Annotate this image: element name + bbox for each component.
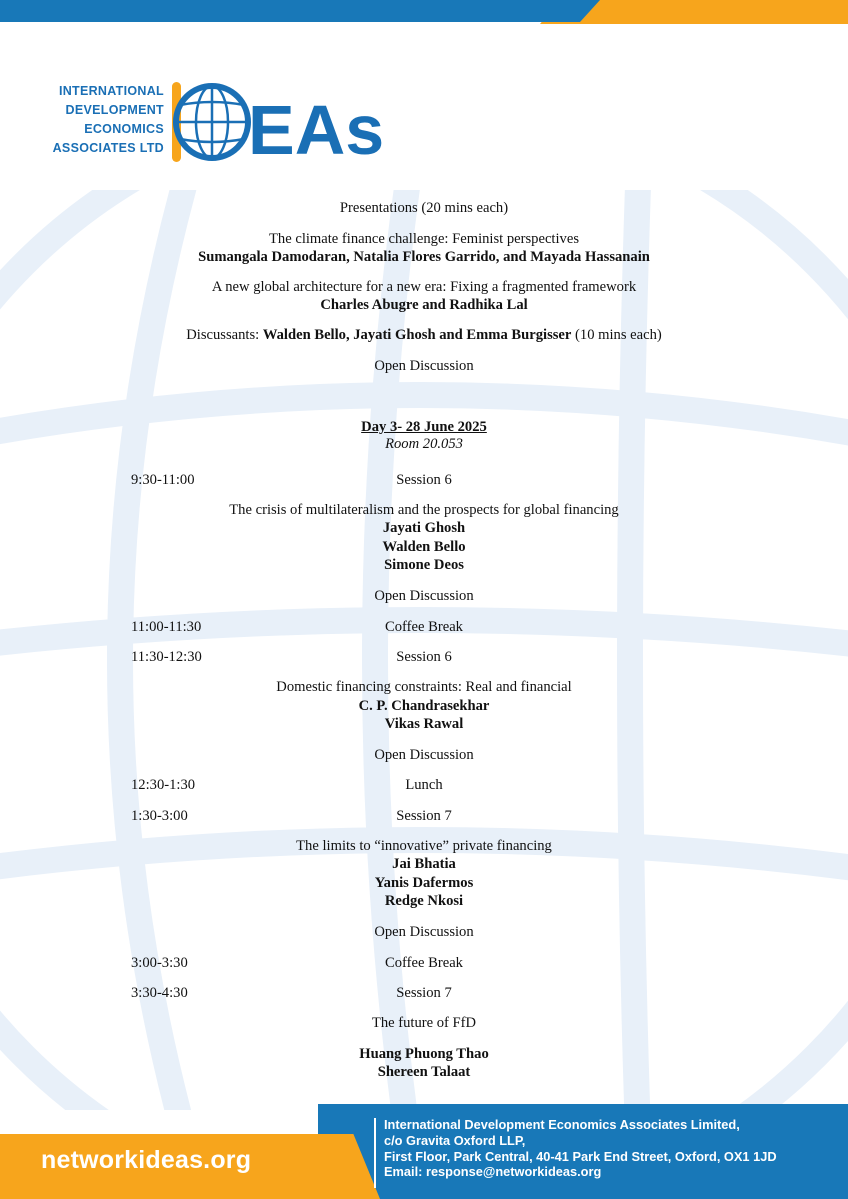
header-stripes	[0, 0, 848, 26]
logo-line: ASSOCIATES LTD	[52, 141, 164, 155]
ideas-wordmark-icon	[168, 78, 398, 168]
talk-speakers: Sumangala Damodaran, Natalia Flores Garrido, and Mayada Hassanain	[198, 249, 650, 265]
discussants-names: Walden Bello, Jayati Ghosh and Emma Burgisser	[262, 327, 572, 343]
slot-label: Session 7	[396, 985, 452, 1001]
session-title: The future of FfD	[371, 1015, 477, 1031]
speaker: Shereen Talaat	[377, 1064, 471, 1080]
day-title: Day 3- 28 June 2025	[361, 419, 487, 435]
slot-label: Coffee Break	[385, 955, 463, 971]
slot-label: Coffee Break	[385, 619, 463, 635]
slot-time: 11:00-11:30	[131, 619, 202, 635]
room-label: Room 20.053	[385, 436, 463, 452]
speaker: Huang Phuong Thao	[359, 1046, 489, 1062]
slot-label: Lunch	[405, 777, 443, 793]
session-title: The limits to “innovative” private financing	[296, 838, 552, 854]
address-line: First Floor, Park Central, 40-41 Park End Street, Oxford, OX1 1JD	[384, 1148, 777, 1164]
speaker: Jai Bhatia	[392, 856, 456, 872]
slot-label: Session 6	[396, 472, 452, 488]
logo-line: DEVELOPMENT	[65, 103, 164, 117]
logo-org-name	[52, 82, 164, 158]
speaker: Simone Deos	[384, 557, 464, 573]
footer-email-link[interactable]: Email: response@networkideas.org	[384, 1164, 602, 1180]
address-line: c/o Gravita Oxford LLP,	[384, 1132, 526, 1148]
session-title: The crisis of multilateralism and the prospects for global financing	[229, 502, 619, 518]
slot-label: Session 6	[396, 649, 452, 665]
logo-line: INTERNATIONAL	[58, 84, 164, 98]
logo-line: ECONOMICS	[84, 122, 164, 136]
open-discussion: Open Discussion	[374, 588, 474, 604]
address-line: International Development Economics Associates Limited,	[384, 1117, 740, 1132]
discussants-label: Discussants:	[186, 327, 263, 343]
talk-title: A new global architecture for a new era: Fixing a fragmented framework	[211, 279, 637, 295]
ideas-logo	[52, 82, 392, 172]
slot-time: 9:30-11:00	[131, 472, 195, 488]
slot-time: 12:30-1:30	[131, 777, 196, 793]
speaker: Walden Bello	[382, 539, 466, 555]
footer-divider	[374, 1118, 376, 1188]
speaker: Jayati Ghosh	[382, 520, 466, 536]
open-discussion: Open Discussion	[374, 924, 474, 940]
speaker: Redge Nkosi	[384, 893, 464, 909]
slot-time: 11:30-12:30	[131, 649, 202, 665]
slot-label: Session 7	[396, 808, 452, 824]
open-discussion: Open Discussion	[374, 747, 474, 763]
presentations-heading: Presentations (20 mins each)	[339, 200, 509, 216]
footer-website-link[interactable]: networkideas.org	[41, 1146, 252, 1174]
slot-time: 3:30-4:30	[131, 985, 188, 1001]
speaker: Yanis Dafermos	[374, 875, 474, 891]
talk-title: The climate finance challenge: Feminist perspectives	[269, 231, 579, 247]
session-title: Domestic financing constraints: Real and financial	[276, 679, 572, 695]
slot-time: 3:00-3:30	[131, 955, 188, 971]
slot-time: 1:30-3:00	[131, 808, 188, 824]
footer-address	[384, 1117, 777, 1180]
svg-text:EAs: EAs	[248, 91, 385, 168]
discussants-line	[0, 326, 848, 344]
speaker: Vikas Rawal	[384, 716, 464, 732]
open-discussion: Open Discussion	[374, 358, 474, 374]
footer	[0, 1104, 848, 1199]
speaker: C. P. Chandrasekhar	[358, 698, 490, 714]
talk-speakers: Charles Abugre and Radhika Lal	[320, 297, 528, 313]
discussants-suffix: (10 mins each)	[571, 327, 662, 343]
